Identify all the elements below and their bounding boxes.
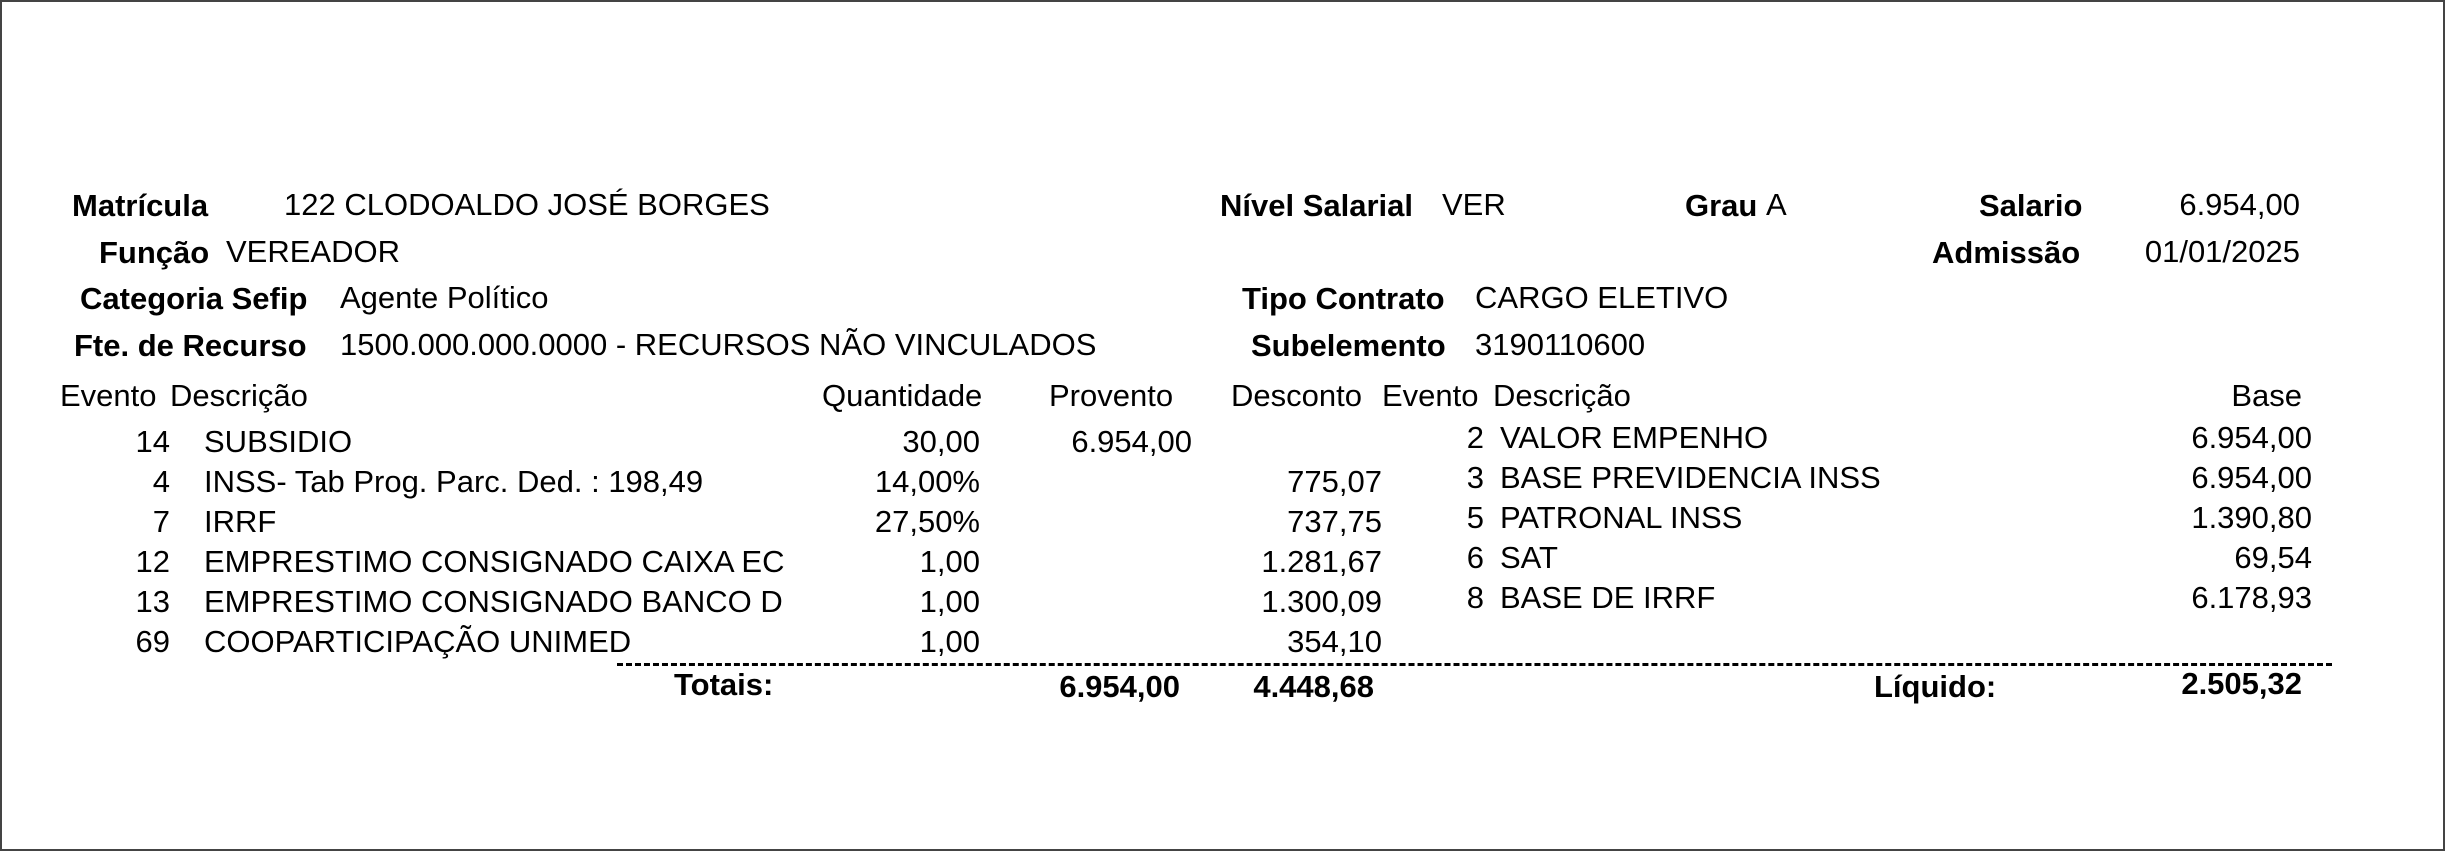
totals-label: Totais: bbox=[674, 667, 774, 702]
event-quantity: 27,50% bbox=[874, 504, 980, 539]
base-description: BASE DE IRRF bbox=[1500, 580, 1716, 615]
nivel-salarial-value: VER bbox=[1442, 187, 1506, 222]
event-provento: 6.954,00 bbox=[1071, 424, 1192, 459]
admissao-label: Admissão bbox=[1932, 235, 2081, 270]
total-provento: 6.954,00 bbox=[1059, 669, 1180, 704]
base-code: 3 bbox=[1466, 460, 1484, 495]
base-value: 6.954,00 bbox=[2191, 460, 2312, 495]
base-description: VALOR EMPENHO bbox=[1500, 420, 1769, 455]
event-description: EMPRESTIMO CONSIGNADO CAIXA EC bbox=[204, 545, 785, 579]
admissao-value: 01/01/2025 bbox=[2144, 234, 2300, 269]
tipo-contrato-label: Tipo Contrato bbox=[1242, 281, 1445, 316]
event-description: INSS- Tab Prog. Parc. Ded. : 198,49 bbox=[204, 465, 704, 499]
event-quantity: 1,00 bbox=[919, 624, 980, 659]
base-description: SAT bbox=[1500, 540, 1558, 575]
subelemento-label: Subelemento bbox=[1251, 328, 1446, 363]
fonte-value: 1500.000.000.0000 - RECURSOS NÃO VINCULADOS bbox=[340, 327, 1097, 362]
base-value: 69,54 bbox=[2234, 540, 2312, 575]
col-quantidade: Quantidade bbox=[822, 378, 983, 413]
matricula-value: 122 CLODOALDO JOSÉ BORGES bbox=[284, 187, 770, 222]
event-quantity: 14,00% bbox=[874, 464, 980, 499]
grau-value: A bbox=[1766, 187, 1787, 222]
col-evento: Evento bbox=[60, 378, 157, 413]
liquido-label: Líquido: bbox=[1874, 669, 1997, 704]
col-desconto: Desconto bbox=[1231, 378, 1362, 413]
col-base: Base bbox=[2231, 378, 2302, 413]
event-description: SUBSIDIO bbox=[204, 425, 353, 459]
event-code: 4 bbox=[152, 464, 170, 499]
event-desconto: 1.300,09 bbox=[1261, 584, 1382, 619]
event-quantity: 1,00 bbox=[919, 544, 980, 579]
base-code: 6 bbox=[1466, 540, 1484, 575]
totals-separator bbox=[617, 663, 2332, 666]
matricula-label: Matrícula bbox=[72, 188, 209, 223]
fonte-label: Fte. de Recurso bbox=[74, 328, 307, 363]
event-quantity: 30,00 bbox=[902, 424, 980, 459]
base-value: 6.178,93 bbox=[2191, 580, 2312, 615]
event-code: 13 bbox=[135, 584, 170, 619]
col-evento-2: Evento bbox=[1382, 378, 1479, 413]
base-value: 1.390,80 bbox=[2191, 500, 2312, 535]
categoria-value: Agente Político bbox=[340, 280, 549, 315]
event-desconto: 737,75 bbox=[1287, 504, 1382, 539]
event-description: COOPARTICIPAÇÃO UNIMED bbox=[204, 625, 632, 659]
col-descricao-2: Descrição bbox=[1493, 378, 1631, 413]
base-description: BASE PREVIDENCIA INSS bbox=[1500, 460, 1881, 495]
salario-value: 6.954,00 bbox=[2179, 187, 2300, 222]
nivel-salarial-label: Nível Salarial bbox=[1220, 188, 1414, 223]
grau-label: Grau bbox=[1685, 188, 1758, 223]
categoria-label: Categoria Sefip bbox=[80, 281, 308, 316]
event-description: IRRF bbox=[204, 505, 277, 539]
col-descricao: Descrição bbox=[170, 378, 308, 413]
event-description: EMPRESTIMO CONSIGNADO BANCO D bbox=[204, 585, 783, 619]
funcao-label: Função bbox=[99, 235, 210, 270]
col-provento: Provento bbox=[1049, 378, 1174, 413]
event-desconto: 775,07 bbox=[1287, 464, 1382, 499]
funcao-value: VEREADOR bbox=[226, 234, 400, 269]
base-description: PATRONAL INSS bbox=[1500, 500, 1743, 535]
total-desconto: 4.448,68 bbox=[1253, 669, 1374, 704]
liquido-value: 2.505,32 bbox=[2181, 666, 2302, 701]
tipo-contrato-value: CARGO ELETIVO bbox=[1475, 280, 1729, 315]
base-code: 2 bbox=[1466, 420, 1484, 455]
base-code: 5 bbox=[1466, 500, 1484, 535]
event-code: 14 bbox=[135, 424, 170, 459]
base-value: 6.954,00 bbox=[2191, 420, 2312, 455]
event-code: 12 bbox=[135, 544, 170, 579]
event-code: 7 bbox=[152, 504, 170, 539]
event-code: 69 bbox=[135, 624, 170, 659]
subelemento-value: 3190110600 bbox=[1475, 327, 1646, 362]
event-desconto: 354,10 bbox=[1287, 624, 1382, 659]
base-code: 8 bbox=[1466, 580, 1484, 615]
event-quantity: 1,00 bbox=[919, 584, 980, 619]
salario-label: Salario bbox=[1979, 188, 2083, 223]
event-desconto: 1.281,67 bbox=[1261, 544, 1382, 579]
